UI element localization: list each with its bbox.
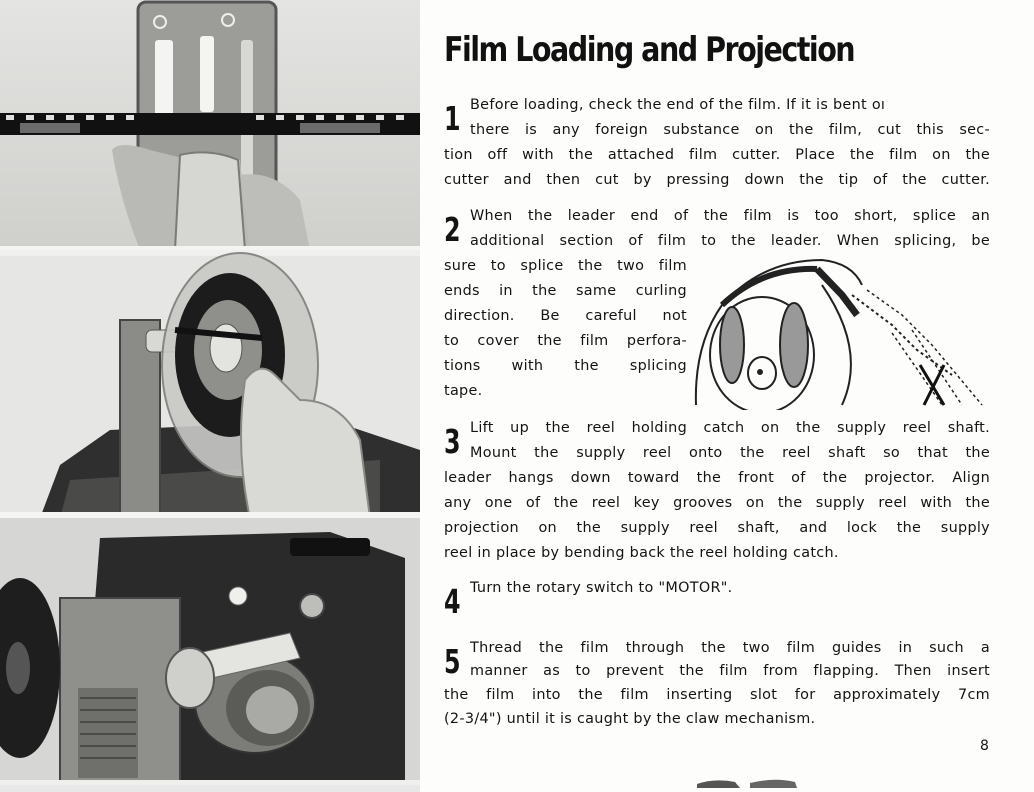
step-line: leader hangs down toward the front of the projector. Align bbox=[444, 470, 990, 486]
step-line: Before loading, check the end of the film. If it is bent oı bbox=[470, 97, 886, 113]
step-line: Mount the supply reel onto the reel shaft so that the bbox=[470, 445, 990, 461]
step-line: tape. bbox=[444, 383, 483, 399]
step-line: tions with the splicing bbox=[444, 358, 687, 374]
step-line: additional section of film to the leader. When splicing, be bbox=[470, 233, 990, 249]
step-number: 3 bbox=[444, 422, 461, 461]
step-line: sure to splice the two film bbox=[444, 258, 687, 274]
step-number: 5 bbox=[444, 642, 461, 681]
step-line: (2-3/4") until it is caught by the claw mechanism. bbox=[444, 711, 816, 727]
step-line: Turn the rotary switch to "MOTOR". bbox=[470, 580, 733, 596]
step-number: 1 bbox=[444, 99, 461, 138]
step-line: to cover the film perfora- bbox=[444, 333, 687, 349]
step-line: reel in place by bending back the reel holding catch. bbox=[444, 545, 839, 561]
photo-supply-reel bbox=[0, 250, 420, 518]
step-number: 4 bbox=[444, 582, 461, 621]
photo-column bbox=[0, 0, 420, 792]
step-line: When the leader end of the film is too short, splice an bbox=[470, 208, 990, 224]
step-line: the film into the film inserting slot for approximately 7cm bbox=[444, 687, 990, 703]
step-line: Thread the film through the two film guides in such a bbox=[470, 640, 990, 656]
page-title: Film Loading and Projection bbox=[444, 30, 855, 70]
photo-projector-threading bbox=[0, 518, 420, 792]
step-line: tion off with the attached film cutter. Place the film on the bbox=[444, 147, 990, 163]
step-number: 2 bbox=[444, 210, 461, 249]
page-number: 8 bbox=[980, 738, 989, 754]
step-line: any one of the reel key grooves on the supply reel with the bbox=[444, 495, 990, 511]
scan-artifact bbox=[695, 774, 805, 790]
step-line: cutter and then cut by pressing down the tip of the cutter. bbox=[444, 172, 990, 188]
step-line: direction. Be careful not bbox=[444, 308, 687, 324]
step-line: ends in the same curling bbox=[444, 283, 687, 299]
step-line: Lift up the reel holding catch on the supply reel shaft. bbox=[470, 420, 990, 436]
step-line: manner as to prevent the film from flapping. Then insert bbox=[470, 663, 990, 679]
photo-film-cutter bbox=[0, 0, 420, 250]
step-line: there is any foreign substance on the film, cut this sec- bbox=[470, 122, 990, 138]
film-reel-splice-diagram bbox=[692, 255, 992, 410]
step-line: projection on the supply reel shaft, and lock the supply bbox=[444, 520, 990, 536]
bottom-edge bbox=[0, 785, 420, 792]
text-column bbox=[444, 0, 992, 792]
